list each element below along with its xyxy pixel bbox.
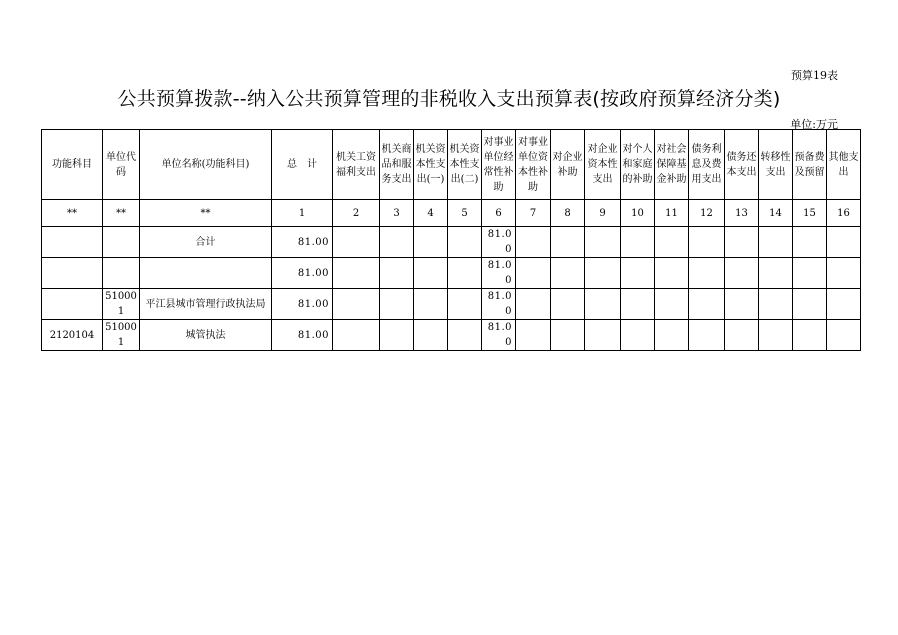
header-row <box>42 130 861 200</box>
table-cell: 81.00 <box>272 289 333 320</box>
table-cell <box>380 227 414 258</box>
table-cell: 81.00 <box>482 227 516 258</box>
column-header: 预备费及预留 <box>793 130 827 200</box>
column-header: 转移性支出 <box>759 130 793 200</box>
column-header: 机关资本性支出(二) <box>448 130 482 200</box>
table-cell <box>333 227 380 258</box>
table-cell <box>516 258 551 289</box>
table-cell: 510001 <box>103 320 140 351</box>
table-cell: 81.00 <box>482 258 516 289</box>
index-cell: 9 <box>585 200 621 227</box>
table-cell <box>827 227 861 258</box>
table-cell <box>655 289 689 320</box>
table-cell <box>448 289 482 320</box>
column-header: 机关资本性支出(一) <box>414 130 448 200</box>
table-cell <box>689 289 725 320</box>
budget-table <box>41 129 861 351</box>
table-cell: 81.00 <box>272 227 333 258</box>
table-cell <box>333 320 380 351</box>
table-cell <box>827 258 861 289</box>
table-cell <box>621 320 655 351</box>
table-cell <box>448 258 482 289</box>
table-cell <box>448 320 482 351</box>
table-cell: 81.00 <box>482 320 516 351</box>
index-cell: 16 <box>827 200 861 227</box>
table-cell <box>793 320 827 351</box>
index-cell: 3 <box>380 200 414 227</box>
table-cell <box>655 227 689 258</box>
index-cell: 11 <box>655 200 689 227</box>
table-cell <box>414 258 448 289</box>
table-cell: 合计 <box>140 227 272 258</box>
table-cell <box>793 289 827 320</box>
table-cell <box>42 227 103 258</box>
table-cell: 2120104 <box>42 320 103 351</box>
table-cell <box>689 227 725 258</box>
table-cell <box>551 289 585 320</box>
table-cell <box>380 289 414 320</box>
table-cell <box>414 227 448 258</box>
index-cell: 2 <box>333 200 380 227</box>
column-header: 对企业资本性支出 <box>585 130 621 200</box>
table-cell: 81.00 <box>482 289 516 320</box>
column-header: 对事业单位资本性补助 <box>516 130 551 200</box>
unit-label: 单位:万元 <box>790 118 838 131</box>
table-cell <box>380 258 414 289</box>
table-cell <box>414 289 448 320</box>
index-cell: 10 <box>621 200 655 227</box>
column-header: 总 计 <box>272 130 333 200</box>
table-cell <box>621 258 655 289</box>
table-cell <box>42 289 103 320</box>
table-cell <box>333 258 380 289</box>
table-cell <box>827 320 861 351</box>
table-cell <box>725 320 759 351</box>
table-cell <box>793 258 827 289</box>
index-cell: ** <box>140 200 272 227</box>
index-cell: 14 <box>759 200 793 227</box>
table-cell <box>551 320 585 351</box>
table-cell <box>689 320 725 351</box>
index-row <box>42 200 861 227</box>
index-cell: ** <box>103 200 140 227</box>
column-header: 其他支出 <box>827 130 861 200</box>
table-cell <box>655 320 689 351</box>
table-cell <box>759 320 793 351</box>
table-cell: 81.00 <box>272 320 333 351</box>
table-cell <box>759 258 793 289</box>
column-header: 对企业补助 <box>551 130 585 200</box>
table-cell <box>793 227 827 258</box>
table-cell <box>725 258 759 289</box>
table-cell <box>414 320 448 351</box>
table-cell <box>759 289 793 320</box>
table-cell <box>516 289 551 320</box>
table-cell <box>655 258 689 289</box>
table-cell <box>333 289 380 320</box>
table-cell: 城管执法 <box>140 320 272 351</box>
table-cell <box>827 289 861 320</box>
table-cell <box>42 258 103 289</box>
index-cell: 15 <box>793 200 827 227</box>
table-cell <box>725 289 759 320</box>
table-row <box>42 289 861 320</box>
table-cell <box>585 320 621 351</box>
column-header: 债务利息及费用支出 <box>689 130 725 200</box>
table-cell <box>551 258 585 289</box>
column-header: 功能科目 <box>42 130 103 200</box>
table-row <box>42 227 861 258</box>
index-cell: 8 <box>551 200 585 227</box>
index-cell: 5 <box>448 200 482 227</box>
table-cell: 510001 <box>103 289 140 320</box>
table-cell: 81.00 <box>272 258 333 289</box>
page-title: 公共预算拨款--纳入公共预算管理的非税收入支出预算表(按政府预算经济分类) <box>117 88 781 110</box>
index-cell: 13 <box>725 200 759 227</box>
index-cell: 6 <box>482 200 516 227</box>
table-cell <box>585 258 621 289</box>
index-cell: 12 <box>689 200 725 227</box>
index-cell: 4 <box>414 200 448 227</box>
column-header: 机关工资福利支出 <box>333 130 380 200</box>
table-cell <box>689 258 725 289</box>
table-cell <box>621 227 655 258</box>
table-cell: 平江县城市管理行政执法局 <box>140 289 272 320</box>
index-cell: ** <box>42 200 103 227</box>
index-cell: 1 <box>272 200 333 227</box>
table-cell <box>140 258 272 289</box>
column-header: 单位代码 <box>103 130 140 200</box>
column-header: 债务还本支出 <box>725 130 759 200</box>
index-cell: 7 <box>516 200 551 227</box>
table-cell <box>585 289 621 320</box>
column-header: 机关商品和服务支出 <box>380 130 414 200</box>
table-cell <box>725 227 759 258</box>
table-row <box>42 320 861 351</box>
table-cell <box>103 227 140 258</box>
table-cell <box>448 227 482 258</box>
table-cell <box>759 227 793 258</box>
column-header: 对社会保障基金补助 <box>655 130 689 200</box>
table-cell <box>103 258 140 289</box>
table-number: 预算19表 <box>791 69 838 82</box>
table-row <box>42 258 861 289</box>
table-cell <box>551 227 585 258</box>
column-header: 对事业单位经常性补助 <box>482 130 516 200</box>
column-header: 单位名称(功能科目) <box>140 130 272 200</box>
table-cell <box>585 227 621 258</box>
table-cell <box>516 227 551 258</box>
table-cell <box>380 320 414 351</box>
column-header: 对个人和家庭的补助 <box>621 130 655 200</box>
table-cell <box>516 320 551 351</box>
table-cell <box>621 289 655 320</box>
